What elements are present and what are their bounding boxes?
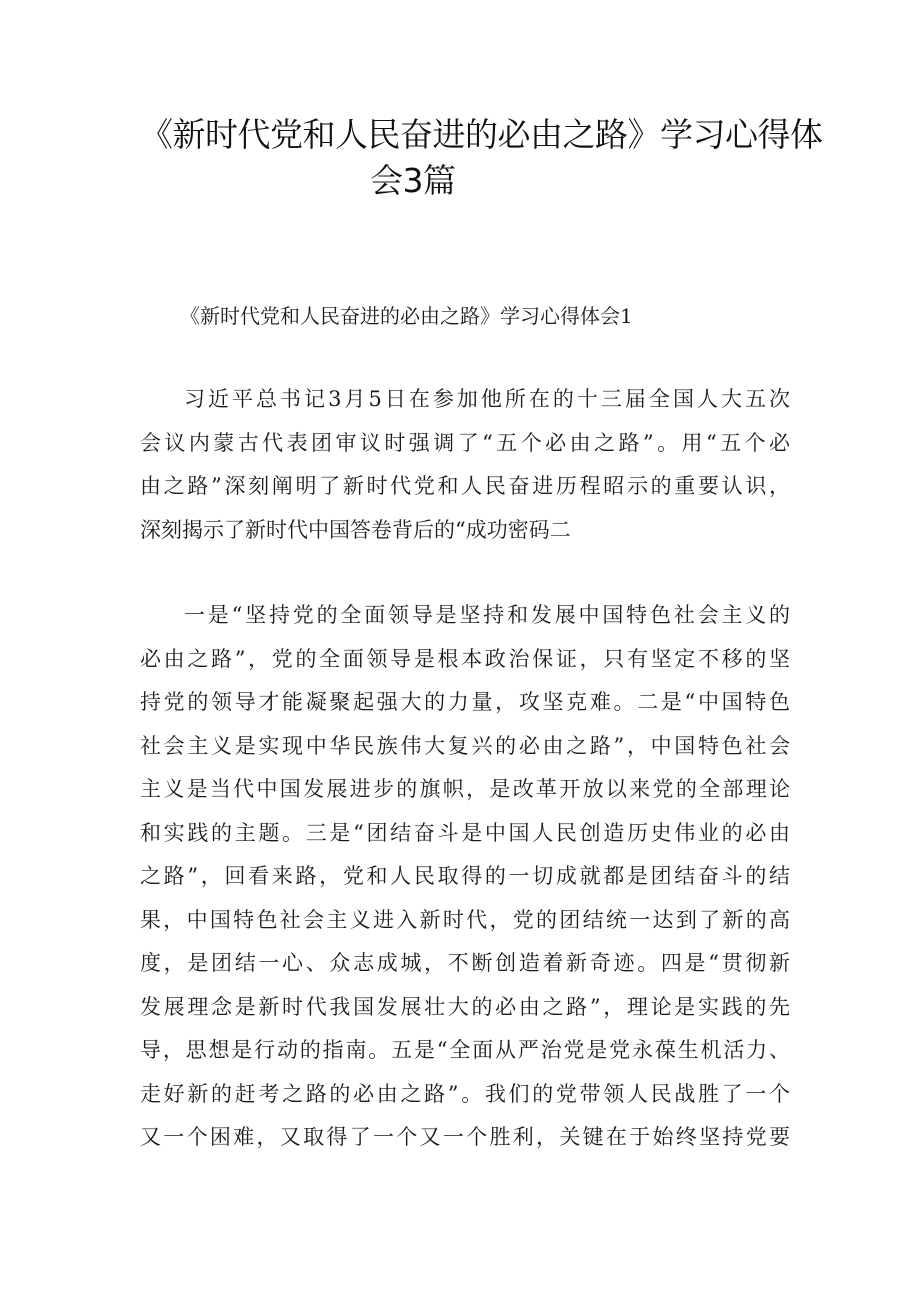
paragraph-line: 必由之路”，党的全面领导是根本政治保证，只有坚定不移的坚 xyxy=(140,646,790,671)
paragraph-line: 会议内蒙古代表团审议时强调了“五个必由之路”。用“五个必 xyxy=(140,430,790,455)
section-heading: 《新时代党和人民奋进的必由之路》学习心得体会1 xyxy=(180,304,633,328)
paragraph-line: 和实践的主题。三是“团结奋斗是中国人民创造历史伟业的必由 xyxy=(140,820,790,845)
paragraph-line: 又一个困难，又取得了一个又一个胜利，关键在于始终坚持党要 xyxy=(140,1125,790,1149)
paragraph-line: 果，中国特色社会主义进入新时代，党的团结统一达到了新的高 xyxy=(140,907,790,932)
paragraph-line: 习近平总书记3月5日在参加他所在的十三届全国人大五次 xyxy=(184,387,790,411)
paragraph-line: 走好新的赶考之路的必由之路”。我们的党带领人民战胜了一个 xyxy=(140,1081,790,1106)
body-paragraph xyxy=(140,378,790,552)
paragraph-line: 由之路”深刻阐明了新时代党和人民奋进历程昭示的重要认识， xyxy=(140,474,790,498)
document-title xyxy=(140,112,823,204)
paragraph-line: 之路”，回看来路，党和人民取得的一切成就都是团结奋斗的结 xyxy=(140,864,790,888)
paragraph-line: 发展理念是新时代我国发展壮大的必由之路”，理论是实践的先 xyxy=(140,994,790,1019)
paragraph-line: 度，是团结一心、众志成城，不断创造着新奇迹。四是“贯彻新 xyxy=(140,951,790,975)
body-paragraph xyxy=(140,594,790,1160)
paragraph-line: 社会主义是实现中华民族伟大复兴的必由之路”，中国特色社会 xyxy=(140,733,790,758)
document-title-line: 会3篇 xyxy=(370,161,456,200)
paragraph-line: 导，思想是行动的指南。五是“全面从严治党是党永葆生机活力、 xyxy=(140,1038,790,1062)
paragraph-line: 一是“坚持党的全面领导是坚持和发展中国特色社会主义的 xyxy=(184,603,790,627)
paragraph-line: 深刻揭示了新时代中国答卷背后的“成功密码二 xyxy=(140,517,571,542)
document-title-line: 《新时代党和人民奋进的必由之路》学习心得体 xyxy=(140,115,823,154)
paragraph-line: 持党的领导才能凝聚起强大的力量，攻坚克难。二是“中国特色 xyxy=(140,690,790,714)
paragraph-line: 主义是当代中国发展进步的旗帜，是改革开放以来党的全部理论 xyxy=(140,777,790,801)
